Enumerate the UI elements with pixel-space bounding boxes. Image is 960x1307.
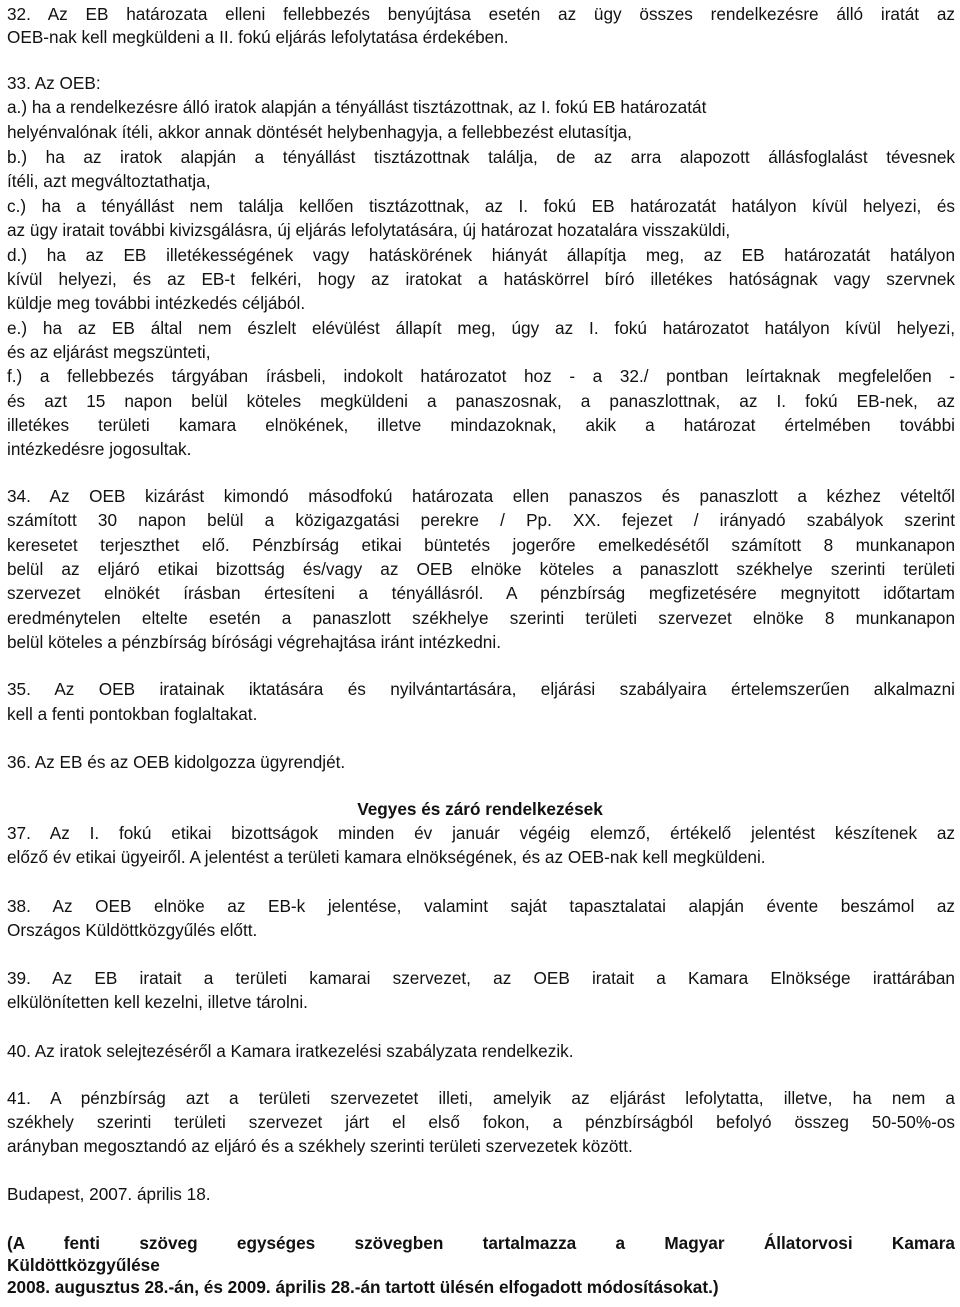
text-line: 36. Az EB és az OEB kidolgozza ügyrendjét. (7, 752, 346, 772)
text-line: arányban megosztandó az eljáró és a székhely szerinti területi szervezetek között. (7, 1136, 633, 1156)
section-heading: Vegyes és záró rendelkezések (357, 799, 603, 819)
text-line: 40. Az iratok selejtezéséről a Kamara iratkezelési szabályzata rendelkezik. (7, 1041, 574, 1061)
text-line: c.) ha a tényállást nem találja kellően tisztázottnak, az I. fokú EB határozatát hatályon kívül helyezi, és (7, 196, 955, 216)
text-line: az ügy iratait további kivizsgálásra, új eljárás lefolytatására, új határozat hozatalára visszaküldi, (7, 220, 731, 240)
text-line: illetékes területi kamara elnökének, illetve mindazoknak, akik a határozat értelmében további (7, 415, 955, 435)
text-line: helyénvalónak ítéli, akkor annak döntését helybenhagyja, a fellebbezést elutasítja, (7, 122, 632, 142)
text-line: kívül helyezi, és az EB-t felkéri, hogy az iratokat a hatáskörrel bíró illetékes hatóságnak vagy szervnek (7, 269, 955, 289)
text-line: f.) a fellebbezés tárgyában írásbeli, indokolt határozatot hoz - a 32./ pontban leírtaknak megfelelően - (7, 366, 955, 386)
text-line: 41. A pénzbírság azt a területi szervezetet illeti, amelyik az eljárást lefolytatta, illetve, ha nem a (7, 1088, 955, 1108)
text-line: intézkedésre jogosultak. (7, 439, 192, 459)
amendment-note-line: (A fenti szöveg egységes szövegben tartalmazza a Magyar Állatorvosi Kamara (7, 1233, 955, 1253)
text-line: székhely szerinti területi szervezet járt el első fokon, a pénzbírságból befolyó összeg 50-50%-os (7, 1112, 955, 1132)
text-line: keresetet terjeszthet elő. Pénzbírság etikai büntetés jogerőre emelkedésétől számított 8 munkanapon (7, 535, 955, 555)
text-line: szervezet elnökét írásban értesíteni a tényállásról. A pénzbírság megfizetésére megnyitott időtartam (7, 583, 955, 603)
text-line: elkülönítetten kell kezelni, illetve tárolni. (7, 992, 308, 1012)
text-line: b.) ha az iratok alapján a tényállást tisztázottnak találja, de az arra alapozott állásfoglalást tévesnek (7, 147, 955, 167)
signature-date: Budapest, 2007. április 18. (7, 1184, 211, 1204)
amendment-note-line: 2008. augusztus 28.-án, és 2009. április 28.-án tartott ülésén elfogadott módosításokat.) (7, 1277, 719, 1297)
text-line: előző év etikai ügyeiről. A jelentést a területi kamara elnökségének, és az OEB-nak kell megküldeni. (7, 847, 766, 867)
text-line: küldje meg további intézkedés céljából. (7, 293, 306, 313)
text-line: számított 30 napon belül a közigazgatási perekre / Pp. XX. fejezet / irányadó szabályok szerint (7, 510, 955, 530)
text-line: e.) ha az EB által nem észlelt elévülést állapít meg, úgy az I. fokú határozatot hatályon kívül helyezi, (7, 318, 955, 338)
text-line: Országos Küldöttközgyűlés előtt. (7, 920, 258, 940)
text-line: és az eljárást megszünteti, (7, 342, 211, 362)
text-line: ítéli, azt megváltoztathatja, (7, 171, 211, 191)
text-line: d.) ha az EB illetékességének vagy hatáskörének hiányát állapítja meg, az EB határozatát hatályon (7, 245, 955, 265)
text-line: belül köteles a pénzbírság bírósági végrehajtása iránt intézkedni. (7, 632, 501, 652)
text-line: kell a fenti pontokban foglaltakat. (7, 704, 258, 724)
text-line: OEB-nak kell megküldeni a II. fokú eljárás lefolytatása érdekében. (7, 27, 509, 47)
amendment-note-line: Küldöttközgyűlése (7, 1255, 160, 1275)
text-line: 37. Az I. fokú etikai bizottságok minden év január végéig elemző, értékelő jelentést készítenek az (7, 823, 955, 843)
text-line: 34. Az OEB kizárást kimondó másodfokú határozata ellen panaszos és panaszlott a kézhez vételtől (7, 486, 955, 506)
text-line: belül az eljáró etikai bizottság és/vagy az OEB elnöke köteles a panaszlott székhelye szerinti területi (7, 559, 955, 579)
text-line: 33. Az OEB: (7, 73, 101, 93)
text-line: a.) ha a rendelkezésre álló iratok alapján a tényállást tisztázottnak, az I. fokú EB határozatát (7, 97, 707, 117)
text-line: 32. Az EB határozata elleni fellebbezés benyújtása esetén az ügy összes rendelkezésre álló iratát az (7, 4, 955, 24)
text-line: eredménytelen eltelte esetén a panaszlott székhelye szerinti területi szervezet elnöke 8 munkanapon (7, 608, 955, 628)
text-line: 38. Az OEB elnöke az EB-k jelentése, valamint saját tapasztalatai alapján évente beszámol az (7, 896, 955, 916)
text-line: 35. Az OEB iratainak iktatására és nyilvántartására, eljárási szabályaira értelemszerűen alkalmazni (7, 679, 955, 699)
text-line: 39. Az EB iratait a területi kamarai szervezet, az OEB iratait a Kamara Elnöksége irattárában (7, 968, 955, 988)
text-line: és azt 15 napon belül köteles megküldeni a panaszosnak, a panaszlottnak, az I. fokú EB-nek, az (7, 391, 955, 411)
